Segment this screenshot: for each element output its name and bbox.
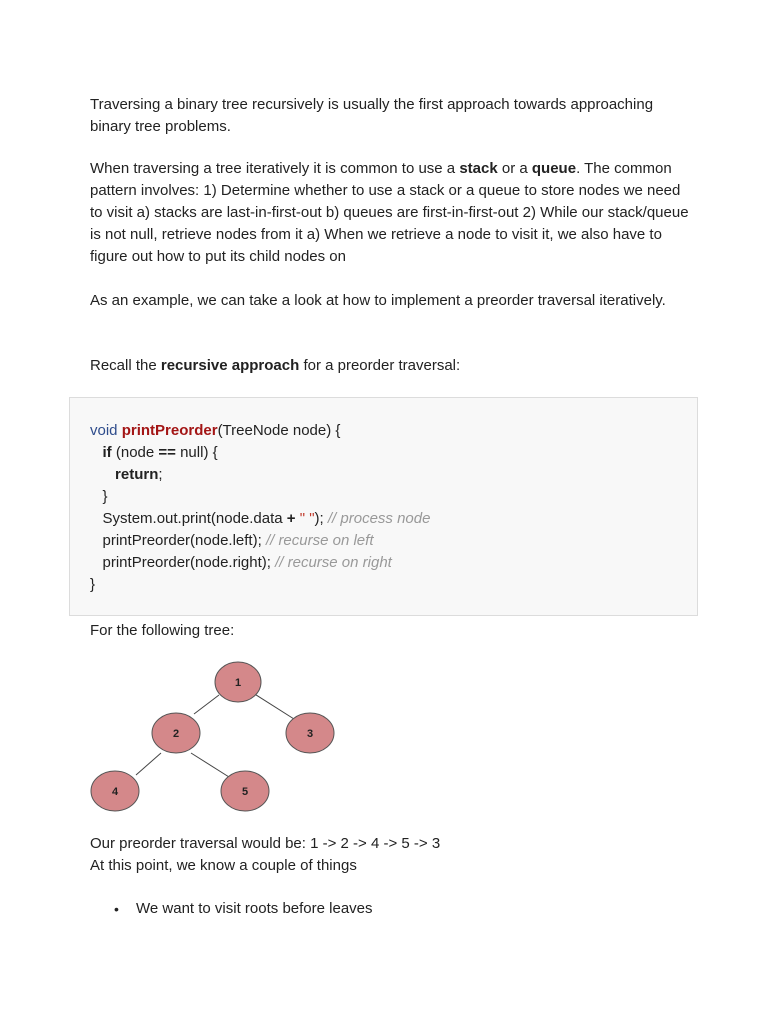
- edge-2-5: [191, 753, 229, 777]
- code-comment: // process node: [327, 510, 431, 527]
- conclusion-paragraph: At this point, we know a couple of things: [90, 857, 357, 874]
- edge-1-2: [194, 695, 219, 714]
- code-comment: // recurse on left: [265, 532, 374, 549]
- code-comment: // recurse on right: [275, 554, 392, 571]
- edge-2-4: [136, 753, 161, 775]
- edge-1-3: [253, 693, 294, 719]
- code-function-name: printPreorder: [121, 422, 218, 439]
- bullet-icon: •: [114, 901, 119, 917]
- tree-node-label: 2: [172, 728, 180, 740]
- traversal-result-paragraph: Our preorder traversal would be: 1 -> 2 -> 4 -> 5 -> 3: [90, 835, 441, 852]
- code-block: [69, 397, 698, 616]
- recall-paragraph: Recall the recursive approach for a preorder traversal:: [90, 357, 461, 374]
- tree-node-label: 3: [306, 728, 314, 740]
- code-content: void printPreorder(TreeNode node) { if (node == null) { return; } System.out.print(node.data + " "); // process node printPreorder(node.left); // recurse on left printPreorder(node.right); // recurse on right }: [90, 422, 431, 593]
- example-paragraph: As an example, we can take a look at how to implement a preorder traversal iteratively.: [90, 292, 666, 309]
- tree-node-label: 5: [241, 786, 249, 798]
- binary-tree-diagram: [85, 655, 345, 820]
- intro-paragraph: Traversing a binary tree recursively is usually the first approach towards approaching binary tree problems.: [90, 96, 654, 135]
- bullet-list: [90, 898, 690, 920]
- tree-intro-paragraph: For the following tree:: [90, 622, 235, 639]
- tree-node-label: 1: [234, 677, 242, 689]
- list-item: • We want to visit roots before leaves: [90, 898, 690, 920]
- tree-node-label: 4: [111, 786, 119, 798]
- pattern-paragraph: When traversing a tree iteratively it is common to use a stack or a queue. The common pattern involves: 1) Determine whether to use a stack or a queue to store nodes we need to visit a) stacks are last-in-first-out b) queues are first-in-first-out 2) While our stack/queue is not null, retrieve nodes from it a) When we retrieve a node to visit it, we also have to figure out how to put its child nodes on: [90, 160, 689, 265]
- code-keyword: void: [90, 422, 118, 439]
